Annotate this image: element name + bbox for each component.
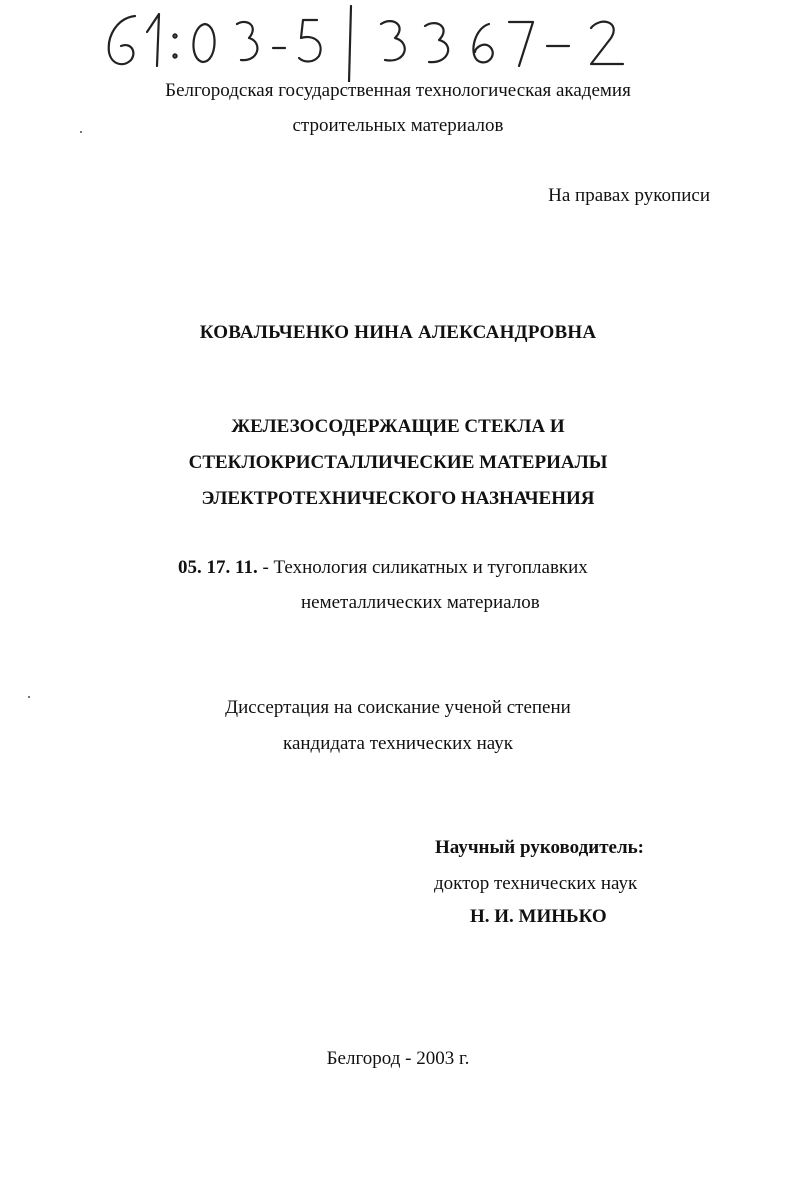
title-line2: СТЕКЛОКРИСТАЛЛИЧЕСКИЕ МАТЕРИАЛЫ bbox=[188, 452, 608, 473]
scan-speck bbox=[28, 696, 30, 698]
place-year: Белгород - 2003 г. bbox=[326, 1048, 470, 1069]
specialty-name-line2: неметаллических материалов bbox=[301, 592, 540, 613]
handwritten-archive-number bbox=[95, 2, 735, 82]
specialty-name-line1: Технология силикатных и тугоплавких bbox=[273, 557, 588, 578]
supervisor-rank: доктор технических наук bbox=[434, 873, 638, 894]
specialty-separator: - bbox=[257, 557, 274, 578]
scan-speck bbox=[80, 131, 82, 133]
degree-line1: Диссертация на соискание ученой степени bbox=[225, 697, 571, 718]
specialty-line1 bbox=[178, 556, 588, 580]
title-line1: ЖЕЛЕЗОСОДЕРЖАЩИЕ СТЕКЛА И bbox=[231, 416, 565, 437]
author-name: КОВАЛЬЧЕНКО НИНА АЛЕКСАНДРОВНА bbox=[199, 322, 597, 343]
specialty-code: 05. 17. 11. bbox=[178, 557, 258, 578]
organization-name-line1: Белгородская государственная технологическая академия bbox=[165, 80, 631, 101]
degree-line2: кандидата технических наук bbox=[283, 733, 513, 754]
organization-name-line2: строительных материалов bbox=[292, 115, 504, 136]
supervisor-label: Научный руководитель: bbox=[435, 837, 644, 858]
title-line3: ЭЛЕКТРОТЕХНИЧЕСКОГО НАЗНАЧЕНИЯ bbox=[201, 488, 595, 509]
supervisor-name: Н. И. МИНЬКО bbox=[470, 906, 607, 927]
manuscript-note: На правах рукописи bbox=[548, 185, 710, 206]
